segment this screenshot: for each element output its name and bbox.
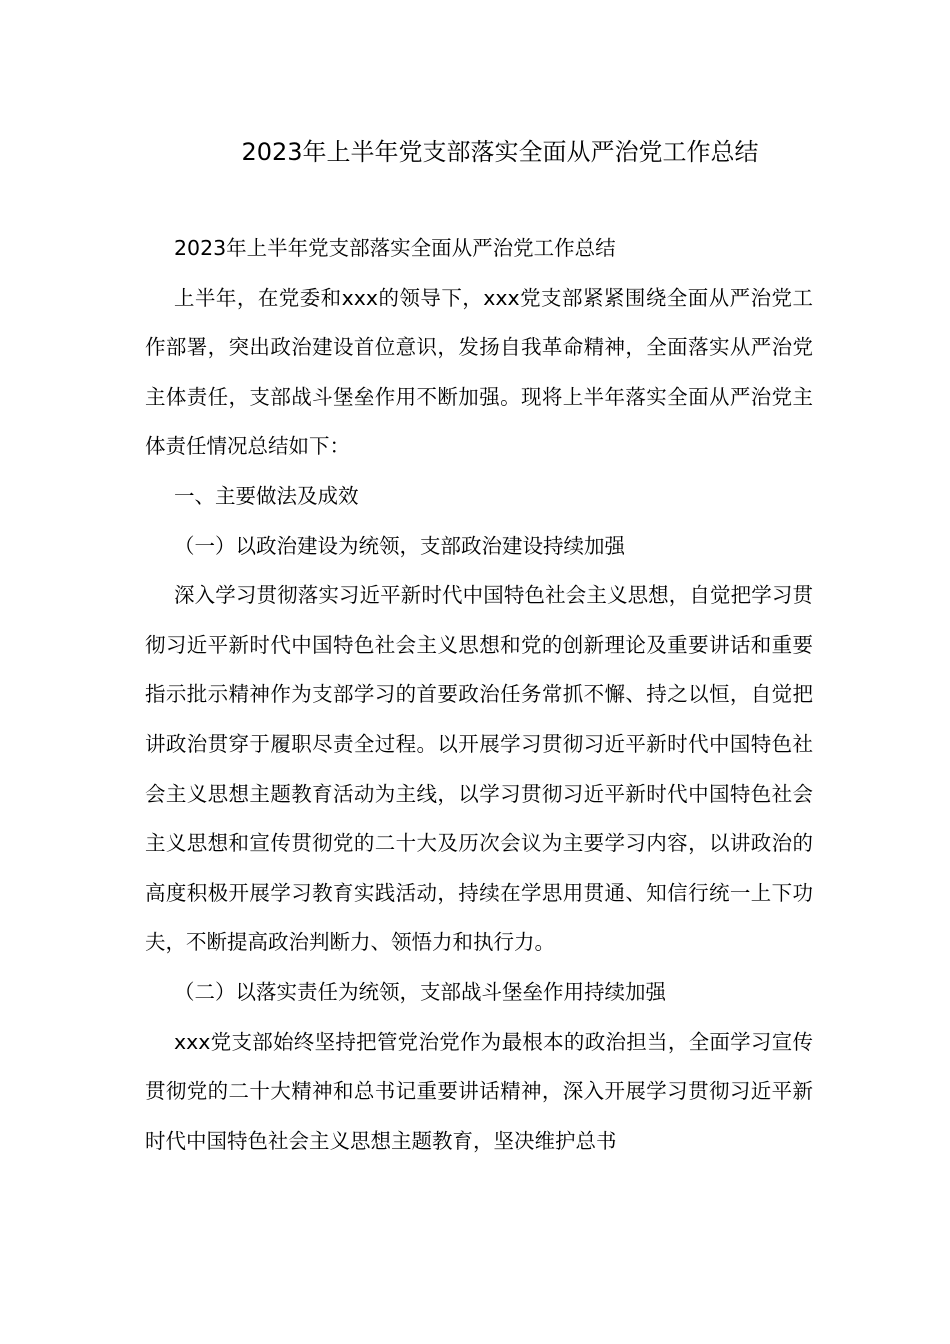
body-paragraph-2: xxx党支部始终坚持把管党治党作为最根本的政治担当，全面学习宣传贯彻党的二十大精神和总书记重要讲话精神，深入开展学习贯彻习近平新时代中国特色社会主义思想主题教育，坚决维护总书 [145,1029,813,1153]
subsection-heading-2: （二）以落实责任为统领，支部战斗堡垒作用持续加强 [174,979,666,1004]
document-body [145,224,813,1166]
subsection-heading-1: （一）以政治建设为统领，支部政治建设持续加强 [174,533,625,558]
body-paragraph-1: 深入学习贯彻落实习近平新时代中国特色社会主义思想，自觉把学习贯彻习近平新时代中国特色社会主义思想和党的创新理论及重要讲话和重要指示批示精神作为支部学习的首要政治任务常抓不懈、持之以恒，自觉把讲政治贯穿于履职尽责全过程。以开展学习贯彻习近平新时代中国特色社会主义思想主题教育活动为主线，以学习贯彻习近平新时代中国特色社会主义思想和宣传贯彻党的二十大及历次会议为主要学习内容，以讲政治的高度积极开展学习教育实践活动，持续在学思用贯通、知信行统一上下功夫，不断提高政治判断力、领悟力和执行力。 [145,583,813,955]
intro-paragraph: 上半年，在党委和xxx的领导下，xxx党支部紧紧围绕全面从严治党工作部署，突出政治建设首位意识，发扬自我革命精神，全面落实从严治党主体责任，支部战斗堡垒作用不断加强。现将上半年落实全面从严治党主体责任情况总结如下： [145,285,813,459]
document-title: 2023年上半年党支部落实全面从严治党工作总结 [241,138,759,166]
section-heading-1: 一、主要做法及成效 [174,483,359,508]
subtitle-paragraph: 2023年上半年党支部落实全面从严治党工作总结 [174,236,616,260]
